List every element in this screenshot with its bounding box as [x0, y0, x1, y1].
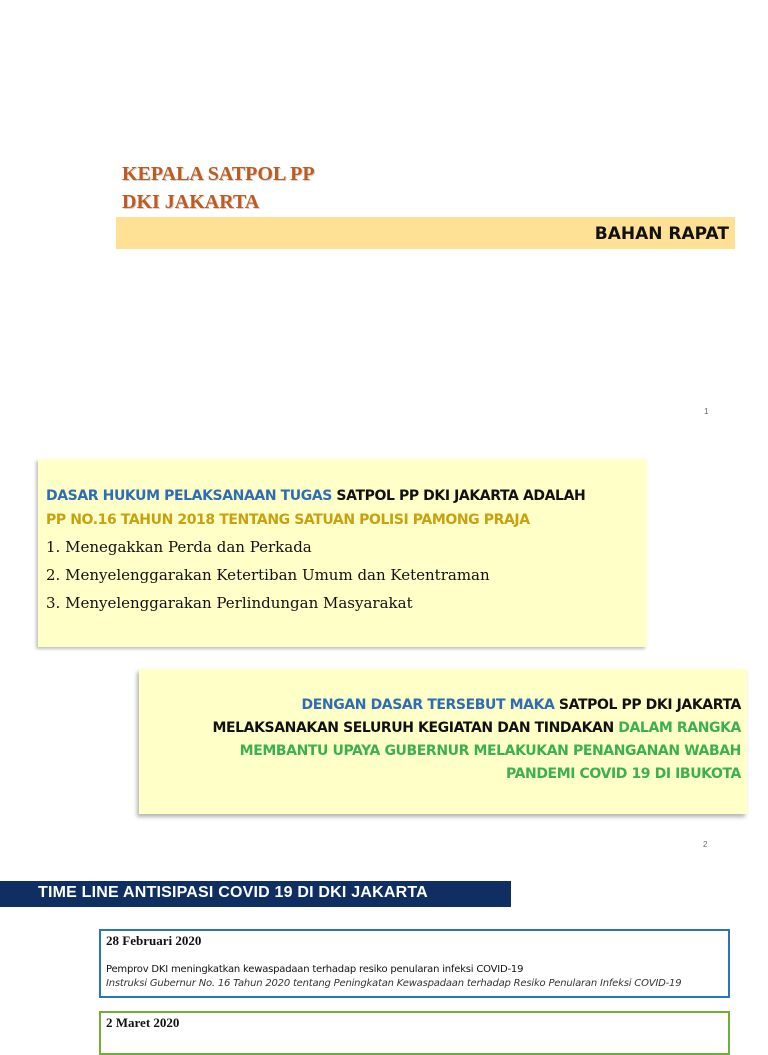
regulation-heading: PP NO.16 TAHUN 2018 TENTANG SATUAN POLISI PAMONG PRAJA [46, 512, 530, 528]
page-number-2: 2 [703, 840, 708, 849]
conclusion-line-4: PANDEMI COVID 19 DI IBUKOTA [506, 766, 741, 782]
timeline-event-1 [99, 929, 730, 998]
heading-black-text: SATPOL PP DKI JAKARTA ADALAH [331, 488, 586, 504]
slide1-title-line1: KEPALA SATPOL PP [122, 163, 315, 185]
page-number-1: 1 [704, 407, 709, 416]
legal-basis-heading [46, 488, 585, 504]
conclusion-blue-text: DENGAN DASAR TERSEBUT MAKA [301, 697, 555, 713]
legal-basis-box [38, 459, 647, 647]
duty-item-3: 3. Menyelenggarakan Perlindungan Masyarakat [46, 594, 413, 612]
conclusion-line-2 [212, 720, 741, 736]
conclusion-box [139, 669, 747, 814]
timeline-event-2 [99, 1011, 730, 1055]
event-1-date: 28 Februari 2020 [106, 933, 202, 948]
timeline-header-bar [0, 881, 511, 907]
slide1-title-line2: DKI JAKARTA [122, 191, 260, 213]
event-2-date: 2 Maret 2020 [106, 1015, 180, 1030]
banner-label: BAHAN RAPAT [594, 224, 729, 244]
heading-blue-text: DASAR HUKUM PELAKSANAAN TUGAS [46, 488, 332, 504]
conclusion-black-text: SATPOL PP DKI JAKARTA [554, 697, 741, 713]
event-1-text: Pemprov DKI meningkatkan kewaspadaan terhadap resiko penularan infeksi COVID-19 [106, 964, 524, 975]
conclusion-line-3: MEMBANTU UPAYA GUBERNUR MELAKUKAN PENANGANAN WABAH [239, 743, 741, 759]
event-1-subtext: Instruksi Gubernur No. 16 Tahun 2020 tentang Peningkatan Kewaspadaan terhadap Resiko Penularan Infeksi COVID-19 [106, 978, 682, 989]
duty-item-2: 2. Menyelenggarakan Ketertiban Umum dan Ketentraman [46, 566, 490, 584]
conclusion-activity-text: MELAKSANAKAN SELURUH KEGIATAN DAN TINDAKAN [212, 720, 614, 736]
conclusion-line-1 [302, 697, 741, 713]
conclusion-green-text: DALAM RANGKA [613, 720, 741, 736]
timeline-header-title: TIME LINE ANTISIPASI COVID 19 DI DKI JAKARTA [38, 884, 428, 901]
bahan-rapat-banner [116, 217, 735, 249]
duty-item-1: 1. Menegakkan Perda dan Perkada [46, 538, 312, 556]
